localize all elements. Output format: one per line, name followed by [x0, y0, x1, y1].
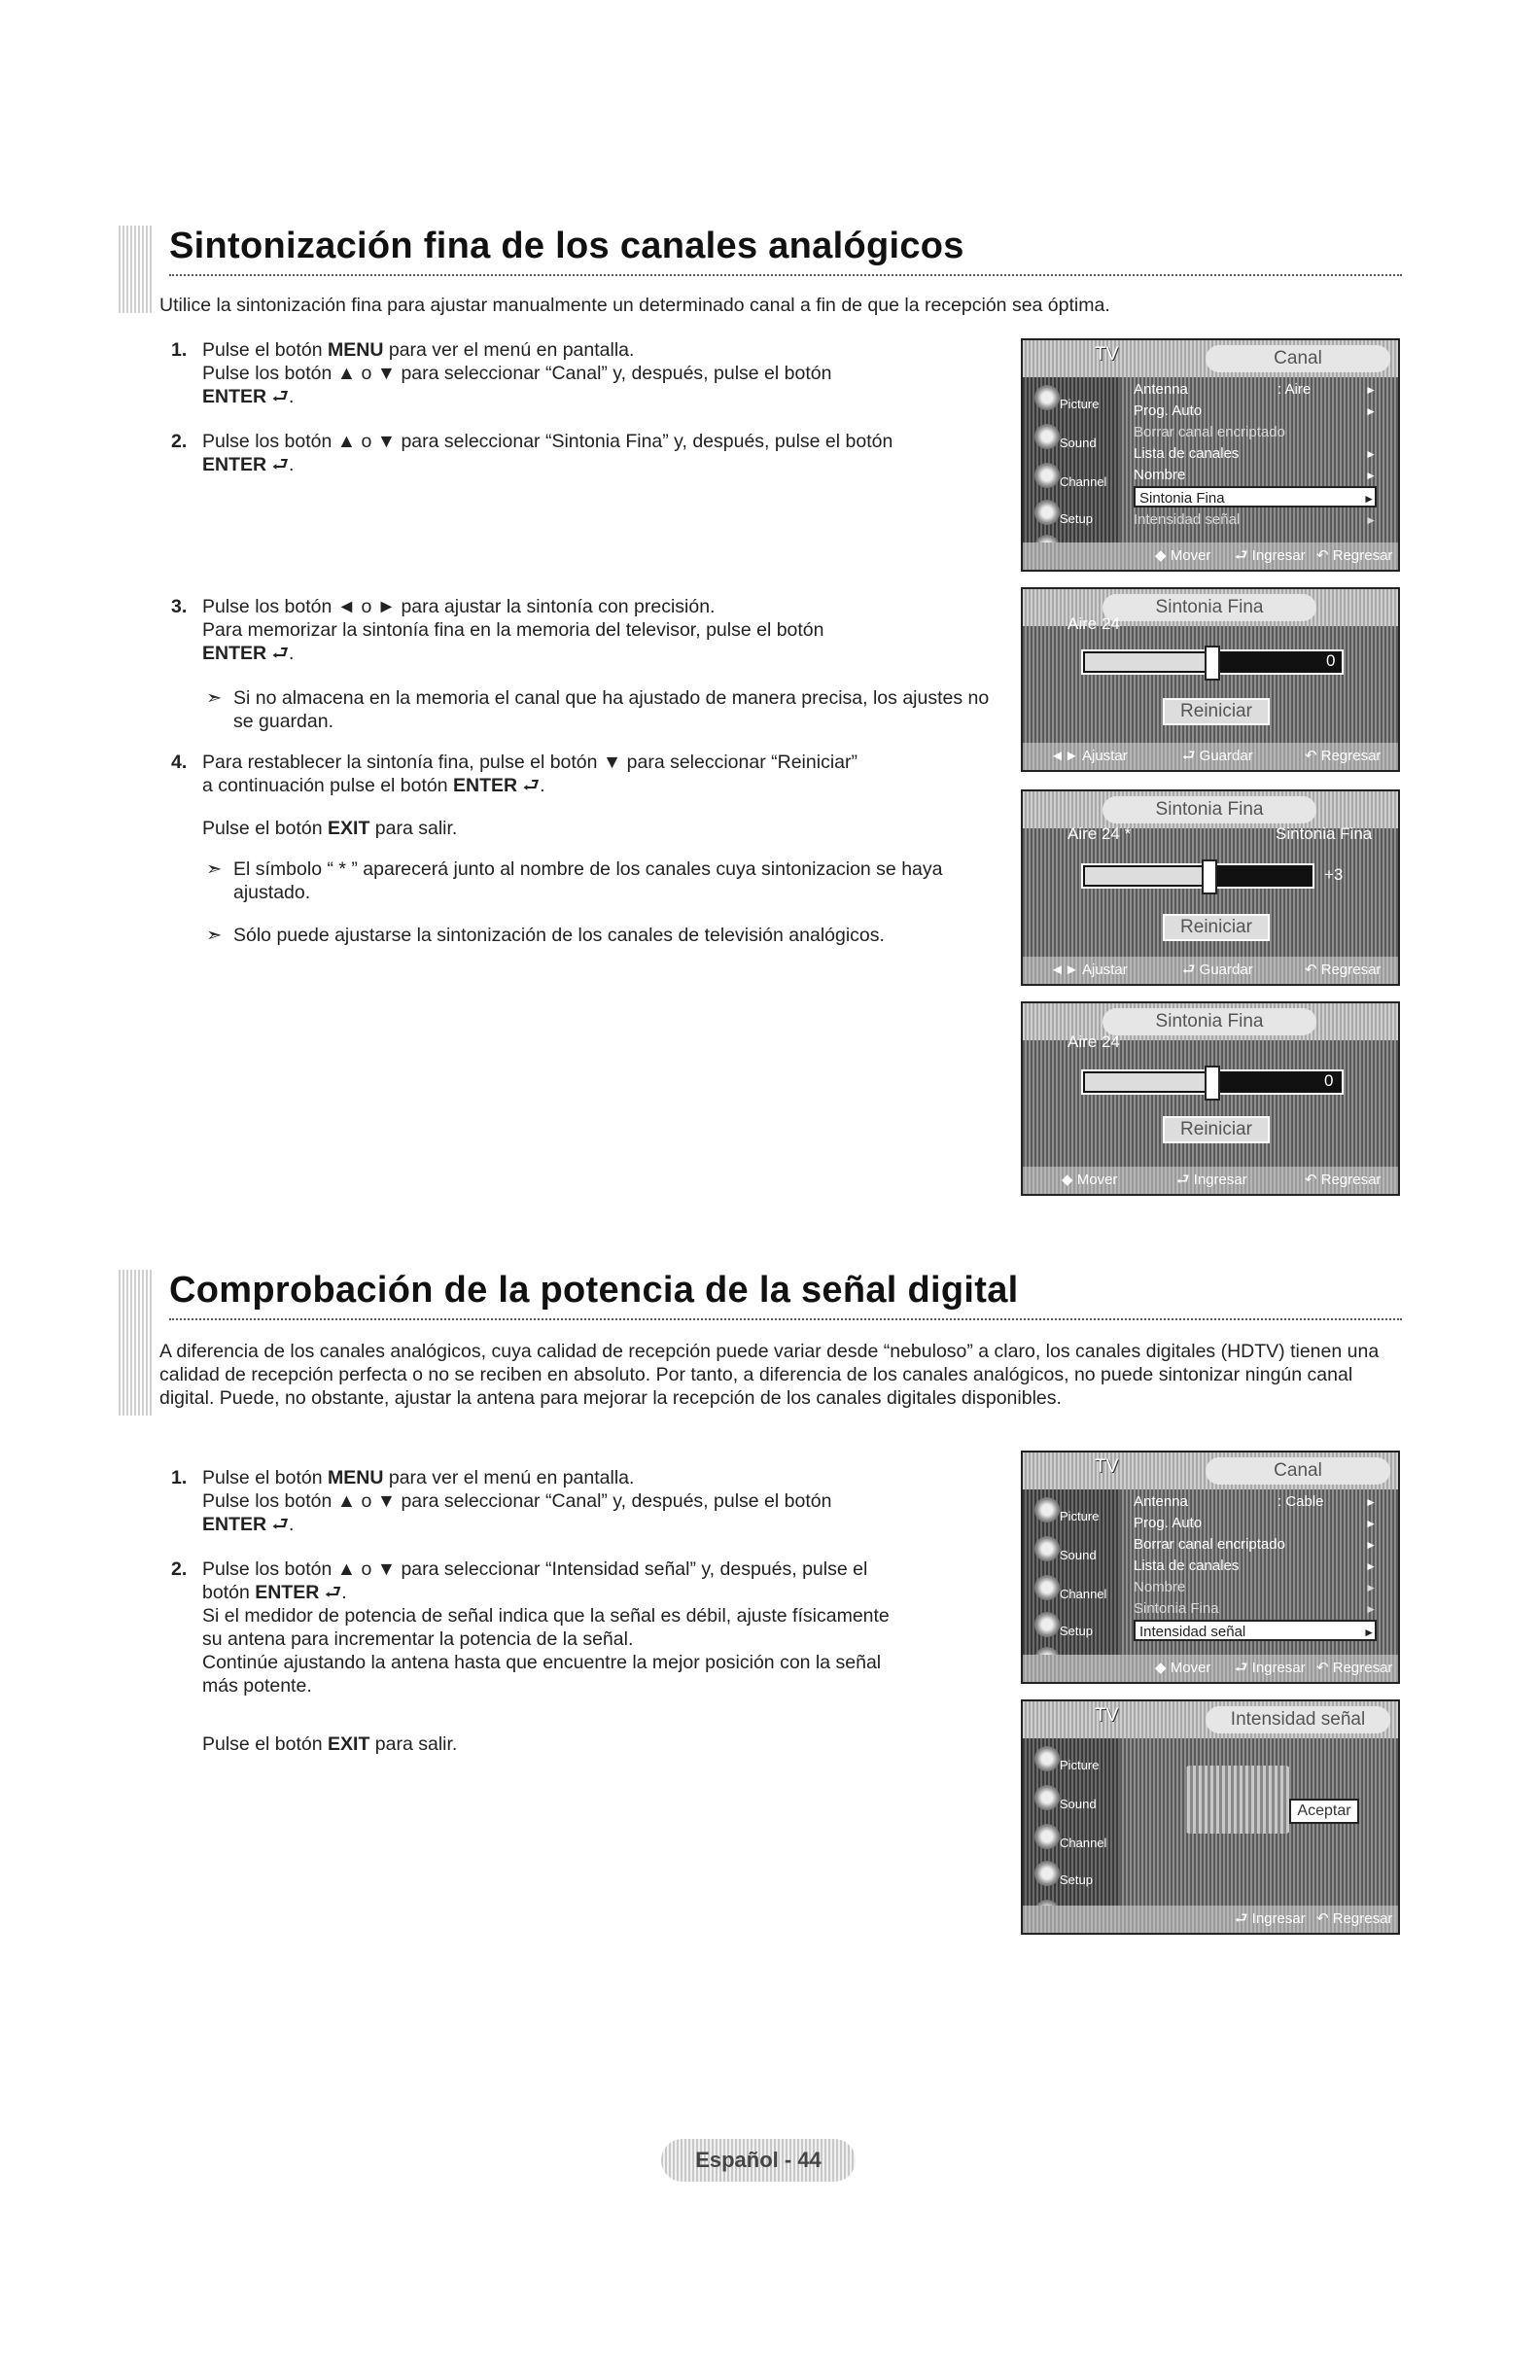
- section2-title: Comprobación de la potencia de la señal digital: [169, 1270, 1019, 1311]
- s1-step-1-line-1: Pulse el botón MENU para ver el menú en pantalla.: [202, 339, 635, 361]
- s1-step-4: [171, 751, 999, 797]
- picture-icon: [1034, 1497, 1060, 1522]
- arrow-right-icon: ►: [1363, 492, 1375, 506]
- fine-value: 0: [1324, 1071, 1334, 1090]
- fine-title: Sintonia Fina: [1102, 1008, 1316, 1035]
- s1-step-2-line-2: ENTER ⮐.: [202, 454, 295, 475]
- arrow-right-icon: ►: [1365, 1538, 1377, 1552]
- fine-channel: Aire 24: [1068, 1032, 1120, 1051]
- fine-value: 0: [1326, 651, 1336, 670]
- foot-save: ⮐ Guardar: [1182, 962, 1253, 978]
- setup-icon: [1034, 500, 1060, 525]
- s1-step-2-line-1: Pulse los botón ▲ o ▼ para seleccionar “Sintonia Fina” y, después, pulse el botón: [202, 431, 893, 452]
- arrow-right-icon: ►: [1365, 1495, 1377, 1509]
- foot-return: ↶ Regresar: [1316, 1910, 1393, 1927]
- menu-row-nombre[interactable]: Nombre ►: [1134, 465, 1377, 486]
- foot-return: ↶ Regresar: [1305, 1172, 1382, 1188]
- foot-move: ◆ Mover: [1155, 1660, 1211, 1676]
- side-item-sound[interactable]: Sound: [1031, 1530, 1118, 1579]
- side-item-picture[interactable]: Picture: [1031, 1491, 1118, 1540]
- picture-icon: [1034, 385, 1060, 410]
- foot-enter: ⮐ Ingresar: [1176, 1172, 1247, 1188]
- fine-title: Sintonia Fina: [1102, 594, 1316, 621]
- s1-step-3-line-3: ENTER ⮐.: [202, 643, 295, 664]
- setup-icon: [1034, 1861, 1060, 1886]
- s2-step-1-line-1: Pulse el botón MENU para ver el menú en pantalla.: [202, 1467, 635, 1488]
- s2-step-2-line-6: más potente.: [202, 1675, 312, 1697]
- menu-row-intensidad-senal[interactable]: Intensidad señal ►: [1134, 509, 1377, 531]
- s1-step-2-number: 2.: [171, 431, 188, 452]
- fine-channel: Aire 24: [1068, 614, 1120, 633]
- side-item-setup[interactable]: Setup: [1031, 1855, 1118, 1904]
- sound-icon: [1034, 424, 1060, 449]
- fine-footer: [1023, 957, 1398, 984]
- reset-button[interactable]: Reiniciar: [1163, 914, 1270, 941]
- s2-step-1: [171, 1466, 980, 1536]
- signal-sidebar: [1023, 1738, 1120, 1933]
- channel-icon: [1034, 1824, 1060, 1849]
- channel-icon: [1034, 463, 1060, 488]
- foot-save: ⮐ Guardar: [1182, 748, 1253, 764]
- s1-step-3: [171, 595, 999, 665]
- reset-button[interactable]: Reiniciar: [1163, 698, 1270, 725]
- s1-step-3-line-1: Pulse los botón ◄ o ► para ajustar la sintonía con precisión.: [202, 596, 716, 617]
- side-item-sound[interactable]: Sound: [1031, 1779, 1118, 1828]
- fine-channel: Aire 24 *: [1068, 824, 1132, 843]
- s2-step-2-line-4: su antena para incrementar la potencia de la señal.: [202, 1628, 634, 1650]
- tv-menu-footer: [1023, 1655, 1398, 1682]
- tv-fine-tune-1: [1021, 587, 1400, 772]
- tv-menu-title: Canal: [1206, 345, 1390, 372]
- s1-step-1-number: 1.: [171, 339, 188, 361]
- section1-header: [119, 226, 1402, 284]
- s2-step-2-line-5: Continúe ajustando la antena hasta que encuentre la mejor posición con la señal: [202, 1652, 882, 1673]
- tv-fine-tune-2: [1021, 789, 1400, 986]
- picture-icon: [1034, 1746, 1060, 1771]
- s2-step-2-line-3: Si el medidor de potencia de señal indica que la señal es débil, ajuste físicamente: [202, 1605, 890, 1627]
- menu-row-sintonia-fina[interactable]: Sintonia Fina ►: [1134, 486, 1377, 508]
- s1-step-4-number: 4.: [171, 752, 188, 773]
- s1-step-1: [171, 338, 980, 408]
- signal-meter: [1184, 1766, 1291, 1834]
- menu-row-sintonia-fina[interactable]: Sintonia Fina ►: [1134, 1598, 1377, 1620]
- foot-return: ↶ Regresar: [1305, 962, 1382, 978]
- s1-exit-line: Pulse el botón EXIT para salir.: [202, 818, 458, 839]
- section1-title-rule: [169, 274, 1402, 276]
- section1-header-bar: [119, 226, 154, 313]
- sound-icon: [1034, 1536, 1060, 1561]
- side-item-sound[interactable]: Sound: [1031, 418, 1118, 467]
- tv-menu-canal-2: [1021, 1451, 1400, 1684]
- s2-step-1-number: 1.: [171, 1467, 188, 1488]
- arrow-right-icon: ►: [1365, 1581, 1377, 1594]
- fine-title: Sintonia Fina: [1102, 796, 1316, 823]
- section2-title-rule: [169, 1318, 1402, 1320]
- section2-header-bar: [119, 1270, 154, 1416]
- s1-step-1-line-2: Pulse los botón ▲ o ▼ para seleccionar “Canal” y, después, pulse el botón: [202, 363, 832, 384]
- section2-intro: A diferencia de los canales analógicos, cuya calidad de recepción puede variar desde “nebuloso” a claro, los canales digitales (HDTV) tienen una calidad de recepción perfecta o no se reciben en absoluto. Por tanto, a diferencia de los canales analógicos, no puede sintonizar ningún canal digital. Puede, no obstante, ajustar la antena para mejorar la recepción de los canales digitales disponibles.: [159, 1341, 1380, 1409]
- fine-footer: [1023, 1167, 1398, 1194]
- arrow-right-icon: ►: [1365, 469, 1377, 482]
- s1-step-4-line-2: a continuación pulse el botón ENTER ⮐.: [202, 775, 545, 796]
- note-arrow-icon: ➣: [206, 858, 223, 880]
- s1-step-2: [171, 430, 999, 476]
- side-item-channel[interactable]: Channel: [1031, 457, 1118, 506]
- fine-slider-knob[interactable]: [1202, 859, 1217, 894]
- s1-step-1-line-3: ENTER ⮐.: [202, 386, 295, 407]
- s2-step-2-line-1: Pulse los botón ▲ o ▼ para seleccionar “Intensidad señal” y, después, pulse el: [202, 1558, 868, 1580]
- arrow-right-icon: ►: [1365, 447, 1377, 461]
- tv-menu-canal-1: [1021, 338, 1400, 572]
- fine-slider-fill: [1085, 867, 1211, 885]
- tv-menu-tag: TV: [1095, 1456, 1119, 1477]
- s1-note-3: ➣ Sólo puede ajustarse la sintonización de los canales de televisión analógicos.: [206, 925, 885, 946]
- s1-step-4-line-1: Para restablecer la sintonía fina, pulse el botón ▼ para seleccionar “Reiniciar”: [202, 752, 858, 773]
- section2-header: [119, 1270, 1402, 1328]
- tv-signal-strength: [1021, 1699, 1400, 1935]
- side-item-setup[interactable]: Setup: [1031, 494, 1118, 542]
- foot-adjust: ◄► Ajustar: [1050, 962, 1128, 978]
- s1-note-1: ➣ Si no almacena en la memoria el canal que ha ajustado de manera precisa, los ajustes no se guardan.: [206, 687, 990, 732]
- fine-slider-fill: [1085, 653, 1214, 671]
- foot-enter: ⮐ Ingresar: [1235, 1660, 1306, 1676]
- arrow-right-icon: ►: [1363, 1626, 1375, 1639]
- section1-title: Sintonización fina de los canales analógicos: [169, 226, 964, 266]
- fine-slider[interactable]: [1081, 649, 1344, 675]
- side-item-setup[interactable]: Setup: [1031, 1606, 1118, 1655]
- menu-row-borrar-canal[interactable]: Borrar canal encriptado: [1134, 424, 1285, 440]
- fine-slider-knob[interactable]: [1205, 646, 1220, 681]
- fine-slider-knob[interactable]: [1205, 1066, 1220, 1101]
- menu-row-borrar-canal[interactable]: Borrar canal encriptado ►: [1134, 1534, 1377, 1556]
- s2-step-2-number: 2.: [171, 1558, 188, 1580]
- section1-intro: Utilice la sintonización fina para ajustar manualmente un determinado canal a fin de que la recepción sea óptima.: [159, 295, 1110, 316]
- arrow-right-icon: ►: [1365, 1602, 1377, 1616]
- foot-adjust: ◄► Ajustar: [1050, 748, 1128, 764]
- arrow-right-icon: ►: [1365, 1517, 1377, 1530]
- menu-row-prog-auto[interactable]: Prog. Auto ►: [1134, 1513, 1377, 1534]
- arrow-right-icon: ►: [1365, 513, 1377, 527]
- reset-button[interactable]: Reiniciar: [1163, 1116, 1270, 1143]
- tv-menu-sidebar: [1023, 377, 1120, 570]
- tv-menu-title: Canal: [1206, 1457, 1390, 1485]
- foot-move: ◆ Mover: [1062, 1172, 1118, 1188]
- fine-slider[interactable]: [1081, 1069, 1344, 1095]
- menu-row-lista-canales[interactable]: Lista de canales ►: [1134, 1556, 1377, 1577]
- menu-row-antenna[interactable]: Antenna : Aire ►: [1134, 379, 1377, 401]
- tv-menu-tag: TV: [1095, 344, 1119, 365]
- fine-footer: [1023, 743, 1398, 770]
- arrow-right-icon: ►: [1365, 1559, 1377, 1573]
- side-item-picture[interactable]: Picture: [1031, 1740, 1118, 1789]
- s1-step-3-line-2: Para memorizar la sintonía fina en la memoria del televisor, pulse el botón: [202, 619, 824, 641]
- s2-step-1-line-3: ENTER ⮐.: [202, 1514, 295, 1535]
- fine-slider[interactable]: [1081, 863, 1314, 889]
- menu-row-nombre[interactable]: Nombre ►: [1134, 1577, 1377, 1598]
- note-arrow-icon: ➣: [206, 687, 223, 709]
- s2-exit-line: Pulse el botón EXIT para salir.: [202, 1733, 458, 1755]
- foot-enter: ⮐ Ingresar: [1235, 547, 1306, 564]
- s2-step-2: [171, 1558, 999, 1698]
- sound-icon: [1034, 1785, 1060, 1810]
- fine-value: +3: [1324, 865, 1344, 884]
- foot-return: ↶ Regresar: [1316, 1660, 1393, 1676]
- accept-button[interactable]: Aceptar: [1289, 1799, 1359, 1824]
- fine-slider-fill: [1085, 1073, 1214, 1091]
- menu-row-intensidad-senal[interactable]: Intensidad señal ►: [1134, 1620, 1377, 1641]
- tv-fine-tune-3: [1021, 1001, 1400, 1196]
- menu-row-lista-canales[interactable]: Lista de canales ►: [1134, 443, 1377, 465]
- foot-return: ↶ Regresar: [1316, 547, 1393, 564]
- signal-title: Intensidad señal: [1206, 1706, 1390, 1733]
- setup-icon: [1034, 1612, 1060, 1637]
- foot-return: ↶ Regresar: [1305, 748, 1382, 764]
- s2-step-2-line-2: botón ENTER ⮐.: [202, 1582, 347, 1603]
- tv-menu-footer: [1023, 542, 1398, 570]
- fine-right-label: Sintonia Fina: [1276, 824, 1373, 843]
- s2-step-1-line-2: Pulse los botón ▲ o ▼ para seleccionar “Canal” y, después, pulse el botón: [202, 1490, 832, 1512]
- arrow-right-icon: ►: [1365, 383, 1377, 397]
- signal-tag: TV: [1095, 1705, 1119, 1726]
- arrow-right-icon: ►: [1365, 404, 1377, 418]
- side-item-channel[interactable]: Channel: [1031, 1818, 1118, 1867]
- side-item-channel[interactable]: Channel: [1031, 1569, 1118, 1618]
- tv-menu-sidebar: [1023, 1489, 1120, 1682]
- s1-note-2: ➣ El símbolo “ * ” aparecerá junto al nombre de los canales cuya sintonizacion se haya ajustado.: [206, 858, 943, 903]
- menu-row-prog-auto[interactable]: Prog. Auto ►: [1134, 401, 1377, 422]
- s1-step-3-number: 3.: [171, 596, 188, 617]
- menu-row-antenna[interactable]: Antenna : Cable ►: [1134, 1491, 1377, 1513]
- foot-move: ◆ Mover: [1155, 547, 1211, 564]
- page-number: Español - 44: [661, 2139, 856, 2182]
- side-item-picture[interactable]: Picture: [1031, 379, 1118, 428]
- foot-enter: ⮐ Ingresar: [1235, 1910, 1306, 1927]
- note-arrow-icon: ➣: [206, 925, 223, 946]
- channel-icon: [1034, 1575, 1060, 1600]
- signal-footer: [1023, 1906, 1398, 1933]
